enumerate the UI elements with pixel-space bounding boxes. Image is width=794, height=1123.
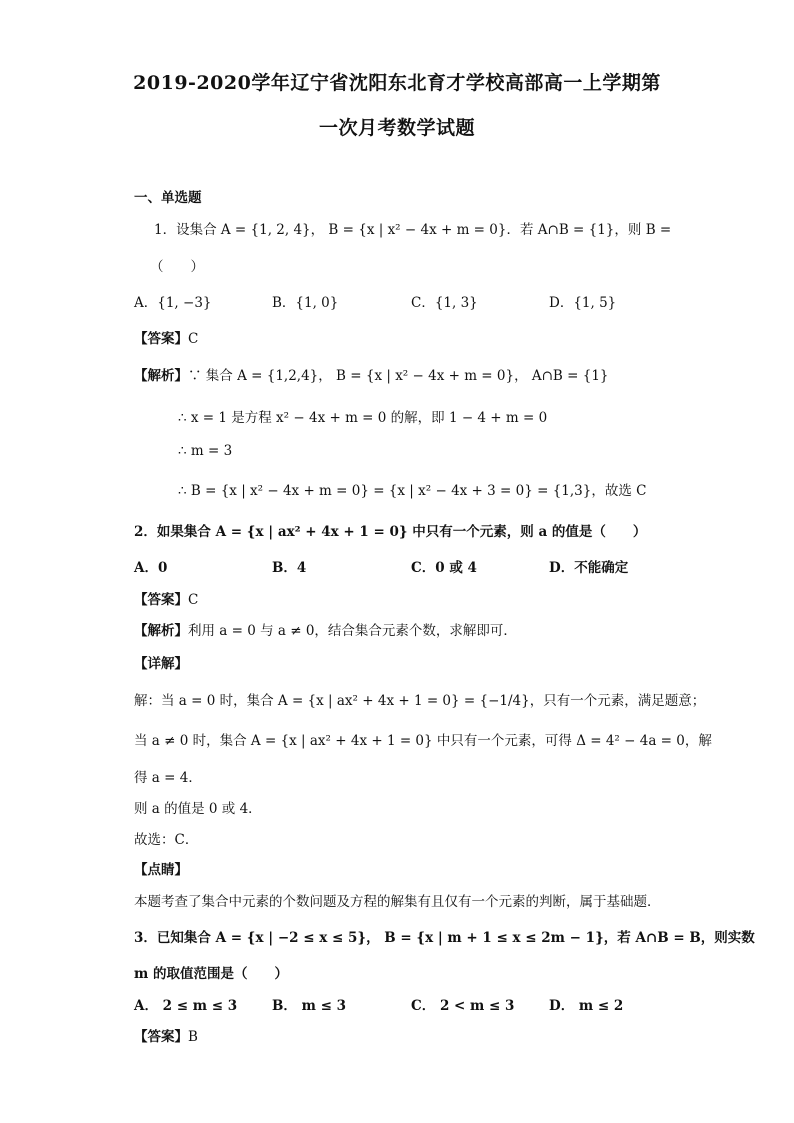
q2-option-d: D．不能确定 (549, 560, 629, 576)
q1-option-b: B．{1, 0} (272, 295, 339, 311)
q2-comment-label: 【点睛】 (134, 862, 188, 878)
q2-detail-5: 故选：C． (134, 832, 199, 848)
q3-option-a: A． 2 ≤ m ≤ 3 (134, 998, 238, 1014)
doc-title-line2: 一次月考数学试题 (318, 117, 475, 139)
q3-stem-2: m 的取值范围是（ ） (134, 966, 288, 982)
q1-analysis (134, 364, 609, 384)
answer-label: 【答案】 (134, 592, 188, 608)
analysis-label: 【解析】 (134, 368, 188, 384)
q2-option-b: B．4 (272, 560, 307, 576)
q2-option-c: C．0 或 4 (411, 560, 477, 576)
doc-title-line1: 2019-2020学年辽宁省沈阳东北育才学校高部高一上学期第 (133, 72, 661, 94)
q2-answer (134, 588, 198, 608)
q1-step-2: ∴ m = 3 (178, 443, 233, 459)
answer-label: 【答案】 (134, 1029, 188, 1045)
answer-value: C (188, 592, 199, 608)
q1-answer (134, 327, 198, 347)
analysis-text: 利用 a = 0 与 a ≠ 0，结合集合元素个数，求解即可． (188, 623, 517, 639)
q3-answer (134, 1025, 198, 1045)
q2-stem: 2．如果集合 A = {x | ax² + 4x + 1 = 0} 中只有一个元素，则 a 的值是（ ） (134, 524, 647, 540)
q3-option-d: D． m ≤ 2 (549, 998, 624, 1014)
q1-option-d: D．{1, 5} (549, 295, 617, 311)
analysis-label: 【解析】 (134, 623, 188, 639)
q1-stem: 1．设集合 A = {1, 2, 4}， B = {x | x² − 4x + m = 0}．若 A∩B = {1}，则 B = (154, 222, 672, 238)
answer-value: B (188, 1029, 198, 1045)
q2-option-a: A．0 (134, 560, 168, 576)
analysis-text: ∵ 集合 A = {1,2,4}， B = {x | x² − 4x + m = 0}， A∩B = {1} (188, 368, 609, 384)
q2-detail-4: 则 a 的值是 0 或 4． (134, 801, 262, 817)
q3-option-c: C． 2 < m ≤ 3 (411, 998, 515, 1014)
q1-paren: （ ） (150, 259, 204, 275)
q1-step-3: ∴ B = {x | x² − 4x + m = 0} = {x | x² − 4x + 3 = 0} = {1,3}，故选 C (178, 483, 647, 499)
q2-detail-3: 得 a = 4． (134, 770, 202, 786)
q2-analysis (134, 619, 517, 639)
answer-label: 【答案】 (134, 331, 188, 347)
q1-option-c: C．{1, 3} (411, 295, 478, 311)
q1-step-1: ∴ x = 1 是方程 x² − 4x + m = 0 的解，即 1 − 4 + m = 0 (178, 410, 548, 426)
q2-detail-label: 【详解】 (134, 656, 188, 672)
q3-option-b: B． m ≤ 3 (272, 998, 346, 1014)
q3-stem-1: 3．已知集合 A = {x | −2 ≤ x ≤ 5}， B = {x | m + 1 ≤ x ≤ 2m − 1}，若 A∩B = B，则实数 (134, 930, 755, 946)
q2-detail-1: 解：当 a = 0 时，集合 A = {x | ax² + 4x + 1 = 0} = {−1/4}，只有一个元素，满足题意； (134, 693, 706, 709)
q1-option-a: A．{1, −3} (134, 295, 212, 311)
q2-comment: 本题考查了集合中元素的个数问题及方程的解集有且仅有一个元素的判断，属于基础题． (134, 894, 661, 910)
answer-value: C (188, 331, 199, 347)
section-heading: 一、单选题 (134, 190, 202, 206)
q2-detail-2: 当 a ≠ 0 时，集合 A = {x | ax² + 4x + 1 = 0} 中只有一个元素，可得 Δ = 4² − 4a = 0，解 (134, 733, 712, 749)
